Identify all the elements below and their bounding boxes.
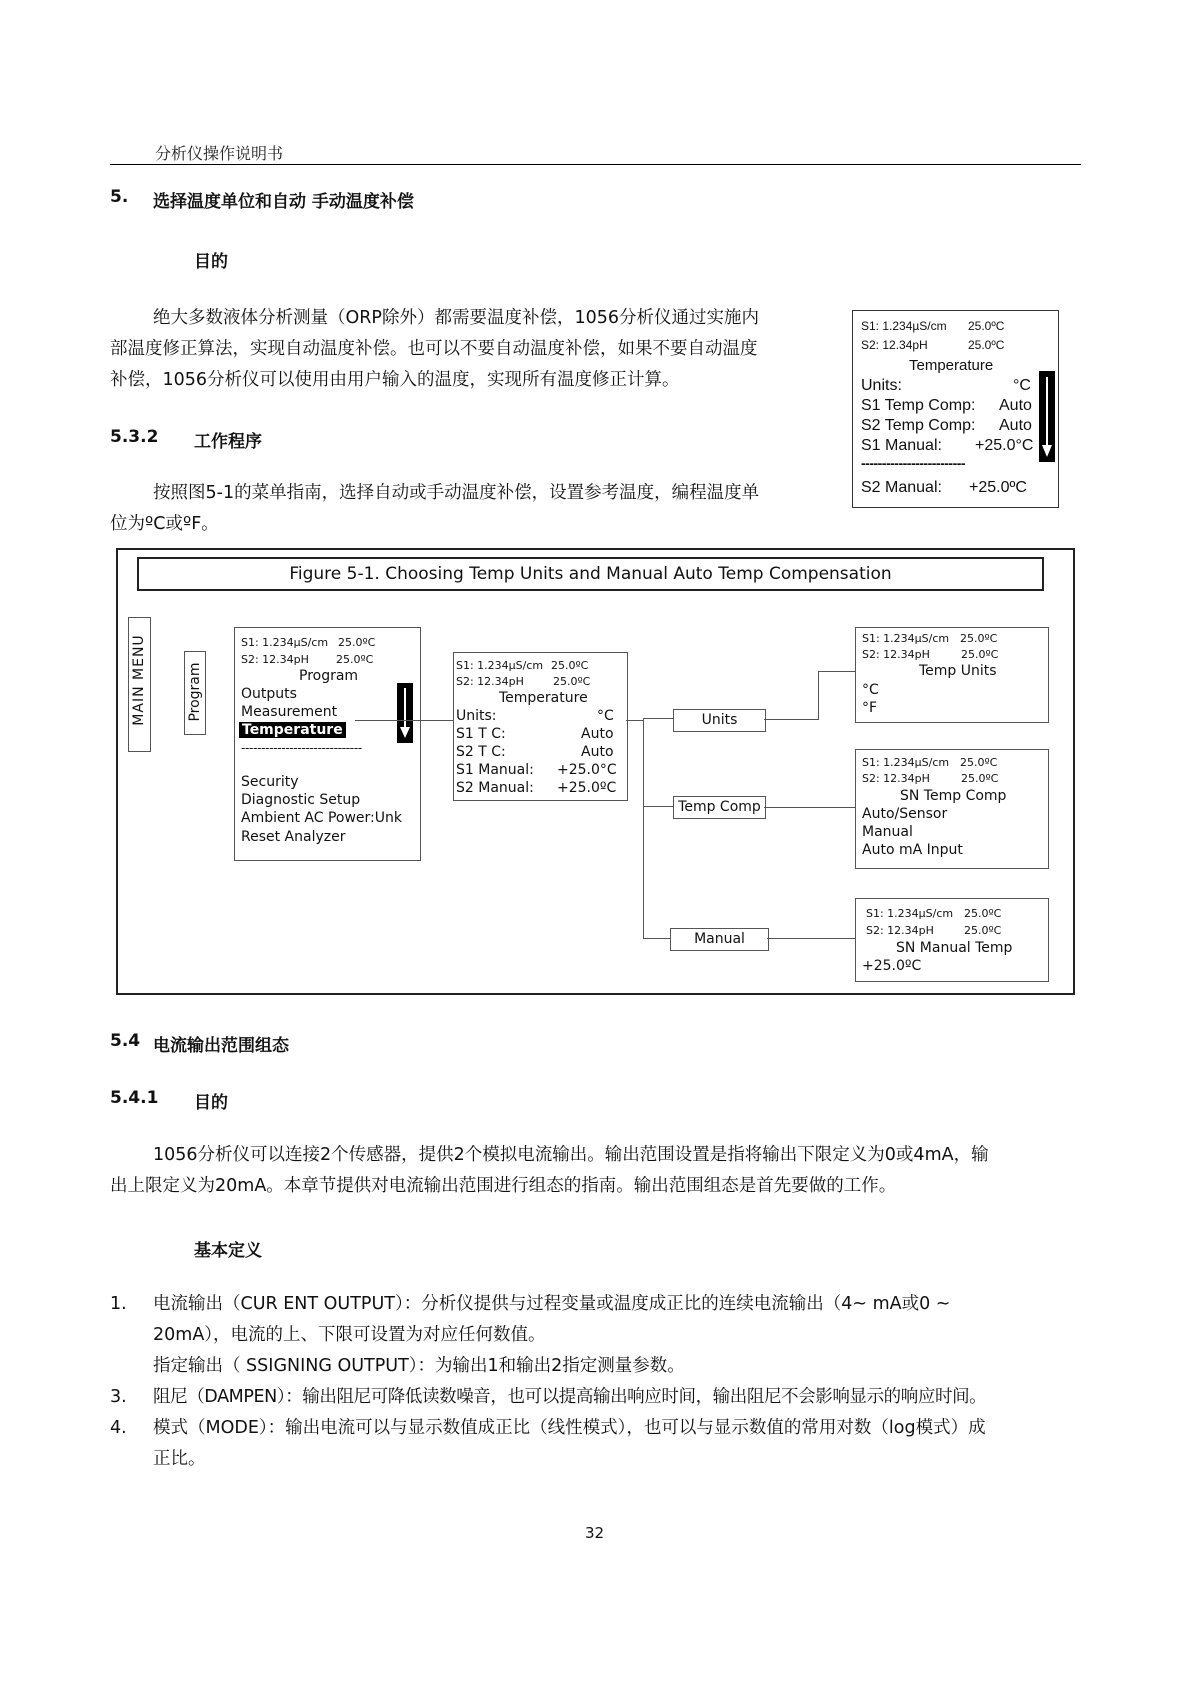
- menu-row-value: Auto: [581, 726, 614, 742]
- screen-title: Temp Units: [919, 663, 997, 679]
- screen-sensor2-temp: 25.0ºC: [961, 772, 999, 785]
- lcd-row-value: °C: [1013, 377, 1031, 394]
- lcd-screen-title: Temperature: [909, 357, 994, 374]
- definition-text: 指定输出（ SSIGNING OUTPUT）：为输出1和输出2指定测量参数。: [153, 1356, 685, 1376]
- definition-number: 4.: [110, 1418, 127, 1438]
- temp-comp-screen: [855, 749, 1049, 869]
- connector-line: [767, 938, 856, 939]
- menu-row-label: S1 T C:: [456, 726, 506, 742]
- connector-line: [643, 718, 644, 939]
- screen-sensor2-temp: 25.0ºC: [961, 648, 999, 661]
- main-menu-tab[interactable]: [128, 617, 151, 752]
- screen-title: Temperature: [499, 690, 588, 706]
- purpose-line: 部温度修正算法，实现自动温度补偿。也可以不要自动温度补偿，如果不要自动温度: [110, 339, 758, 359]
- manual-button[interactable]: Manual: [670, 928, 769, 951]
- section-title: 选择温度单位和自动 手动温度补偿: [153, 192, 414, 212]
- menu-item-ambient-ac-power[interactable]: Ambient AC Power:Unk: [241, 810, 402, 826]
- header-rule: [110, 164, 1081, 165]
- lcd-row-label: S1 Manual:: [861, 437, 942, 454]
- definition-text: 阻尼（DAMPEN）：输出阻尼可降低读数噪音，也可以提高输出响应时间，输出阻尼不会影响显示的响应时间。: [153, 1387, 987, 1407]
- option-celsius[interactable]: °C: [862, 682, 879, 698]
- paragraph-line: 出上限定义为20mA。本章节提供对电流输出范围进行组态的指南。输出范围组态是首先要做的工作。: [110, 1176, 897, 1196]
- screen-sensor1-temp: 25.0ºC: [960, 756, 998, 769]
- lcd-row-label: Units:: [861, 377, 902, 394]
- subsection-title: 目的: [194, 1093, 228, 1113]
- screen-sensor1-reading: S1: 1.234µS/cm: [456, 659, 544, 672]
- lcd-sensor2-reading: S2: 12.34pH: [861, 338, 928, 352]
- program-tab-label: Program: [187, 662, 203, 722]
- purpose-line: 补偿，1056分析仪可以使用由用户输入的温度，实现所有温度修正计算。: [110, 370, 680, 390]
- subsection-title: 工作程序: [194, 432, 262, 452]
- option-auto-sensor[interactable]: Auto/Sensor: [862, 806, 948, 822]
- menu-row-value: +25.0ºC: [557, 780, 617, 796]
- screen-sensor2-reading: S2: 12.34pH: [862, 772, 930, 785]
- definition-text: 电流输出（CUR ENT OUTPUT）：分析仪提供与过程变量或温度成正比的连续电流输出（4~ mA或0 ~: [153, 1294, 951, 1314]
- connector-line: [643, 806, 673, 807]
- screen-sensor1-reading: S1: 1.234µS/cm: [241, 636, 329, 649]
- connector-line: [764, 807, 856, 808]
- connector-line: [626, 720, 644, 721]
- menu-item-reset-analyzer[interactable]: Reset Analyzer: [241, 829, 346, 845]
- definition-text: 模式（MODE）：输出电流可以与显示数值成正比（线性模式），也可以与显示数值的常用对数（log模式）成: [153, 1418, 986, 1438]
- running-header: 分析仪操作说明书: [155, 144, 284, 163]
- section-number: 5.: [110, 187, 129, 207]
- main-menu-label: MAIN MENU: [131, 634, 147, 726]
- lcd-row-label: S2 Manual:: [861, 479, 942, 496]
- option-fahrenheit[interactable]: °F: [862, 700, 878, 716]
- section-number: 5.4: [110, 1031, 141, 1051]
- temperature-menu-screen: [453, 652, 628, 801]
- menu-row-label: Units:: [456, 708, 497, 724]
- definition-number: 3.: [110, 1387, 127, 1407]
- temp-comp-button[interactable]: Temp Comp: [673, 796, 766, 819]
- section-title: 电流输出范围组态: [153, 1036, 289, 1056]
- menu-item-measurement[interactable]: Measurement: [241, 704, 338, 720]
- menu-row-value: °C: [597, 708, 614, 724]
- definition-item: [110, 1382, 1085, 1413]
- screen-sensor2-reading: S2: 12.34pH: [456, 675, 524, 688]
- manual-temp-value[interactable]: +25.0ºC: [862, 958, 922, 974]
- units-button[interactable]: Units: [673, 709, 766, 732]
- definition-item: [110, 1444, 1085, 1475]
- purpose-line: 绝大多数液体分析测量（ORP除外）都需要温度补偿，1056分析仪通过实施内: [153, 308, 760, 328]
- screen-sensor1-temp: 25.0ºC: [960, 632, 998, 645]
- lcd-sensor1-reading: S1: 1.234µS/cm: [861, 319, 947, 333]
- menu-row-label: S1 Manual:: [456, 762, 534, 778]
- connector-line: [643, 718, 673, 719]
- definition-item: [110, 1413, 1085, 1444]
- output-purpose-paragraph: [110, 1140, 1085, 1202]
- menu-row-label: S2 Manual:: [456, 780, 534, 796]
- screen-sensor1-reading: S1: 1.234µS/cm: [862, 632, 950, 645]
- definition-text: 正比。: [153, 1449, 206, 1469]
- procedure-line: 位为ºC或ºF。: [110, 514, 219, 534]
- definition-item: [110, 1289, 1085, 1320]
- lcd-sensor1-temp: 25.0ºC: [968, 319, 1005, 333]
- screen-sensor2-temp: 25.0ºC: [964, 924, 1002, 937]
- connector-line: [764, 719, 819, 720]
- lcd-divider: -------------------------: [861, 455, 966, 471]
- screen-sensor2-reading: S2: 12.34pH: [241, 653, 309, 666]
- subsection-number: 5.4.1: [110, 1088, 159, 1108]
- menu-item-diagnostic-setup[interactable]: Diagnostic Setup: [241, 792, 361, 808]
- manual-temp-screen: [855, 898, 1049, 982]
- definition-number: 1.: [110, 1294, 127, 1314]
- screen-sensor1-temp: 25.0ºC: [338, 636, 376, 649]
- screen-sensor2-reading: S2: 12.34pH: [862, 648, 930, 661]
- screen-title: SN Manual Temp: [896, 940, 1013, 956]
- screen-sensor2-temp: 25.0ºC: [553, 675, 591, 688]
- procedure-paragraph: [110, 478, 840, 540]
- connector-line: [643, 938, 673, 939]
- definition-item: [110, 1320, 1085, 1351]
- screen-sensor1-temp: 25.0ºC: [551, 659, 589, 672]
- option-manual[interactable]: Manual: [862, 824, 913, 840]
- temp-units-screen: [855, 627, 1049, 723]
- screen-title: Program: [299, 668, 359, 684]
- definitions-list: [110, 1289, 1085, 1475]
- lcd-row-value: Auto: [999, 417, 1032, 434]
- connector-line: [818, 671, 819, 720]
- screen-sensor2-reading: S2: 12.34pH: [866, 924, 934, 937]
- menu-row-value: Auto: [581, 744, 614, 760]
- screen-divider: ------------------------------: [241, 741, 362, 755]
- lcd-row-value: Auto: [999, 397, 1032, 414]
- screen-sensor1-temp: 25.0ºC: [964, 907, 1002, 920]
- screen-sensor1-reading: S1: 1.234µS/cm: [862, 756, 950, 769]
- screen-sensor2-temp: 25.0ºC: [336, 653, 374, 666]
- program-menu-screen: [234, 627, 421, 861]
- connector-line: [818, 671, 856, 672]
- menu-item-temperature[interactable]: Temperature: [239, 722, 346, 738]
- definition-item: [110, 1351, 1085, 1382]
- option-auto-ma-input[interactable]: Auto mA Input: [862, 842, 963, 858]
- menu-item-outputs[interactable]: Outputs: [241, 686, 297, 702]
- paragraph-line: 1056分析仪可以连接2个传感器，提供2个模拟电流输出。输出范围设置是指将输出下限定义为0或4mA，输: [153, 1145, 989, 1165]
- scroll-down-arrow-icon: [397, 683, 413, 743]
- lcd-row-value: +25.0ºC: [969, 479, 1027, 496]
- definition-text: 20mA），电流的上、下限可设置为对应任何数值。: [153, 1325, 546, 1345]
- temperature-lcd-screen: [852, 310, 1059, 508]
- connector-line: [355, 720, 454, 721]
- lcd-row-value: +25.0°C: [975, 437, 1034, 454]
- screen-title: SN Temp Comp: [900, 788, 1007, 804]
- menu-item-security[interactable]: Security: [241, 774, 299, 790]
- menu-row-value: +25.0°C: [557, 762, 617, 778]
- program-tab[interactable]: [184, 651, 206, 735]
- purpose-heading: 目的: [194, 252, 228, 272]
- definitions-heading: 基本定义: [194, 1241, 262, 1261]
- lcd-row-label: S2 Temp Comp:: [861, 417, 976, 434]
- scroll-down-arrow-icon: [1039, 371, 1055, 462]
- screen-sensor1-reading: S1: 1.234µS/cm: [866, 907, 954, 920]
- subsection-number: 5.3.2: [110, 427, 159, 447]
- page-number: 32: [585, 1524, 605, 1542]
- procedure-line: 按照图5-1的菜单指南，选择自动或手动温度补偿，设置参考温度，编程温度单: [153, 483, 760, 503]
- menu-row-label: S2 T C:: [456, 744, 506, 760]
- figure-title: Figure 5-1. Choosing Temp Units and Manual Auto Temp Compensation: [137, 557, 1044, 591]
- lcd-row-label: S1 Temp Comp:: [861, 397, 976, 414]
- lcd-sensor2-temp: 25.0ºC: [968, 338, 1005, 352]
- purpose-paragraph: [110, 303, 840, 396]
